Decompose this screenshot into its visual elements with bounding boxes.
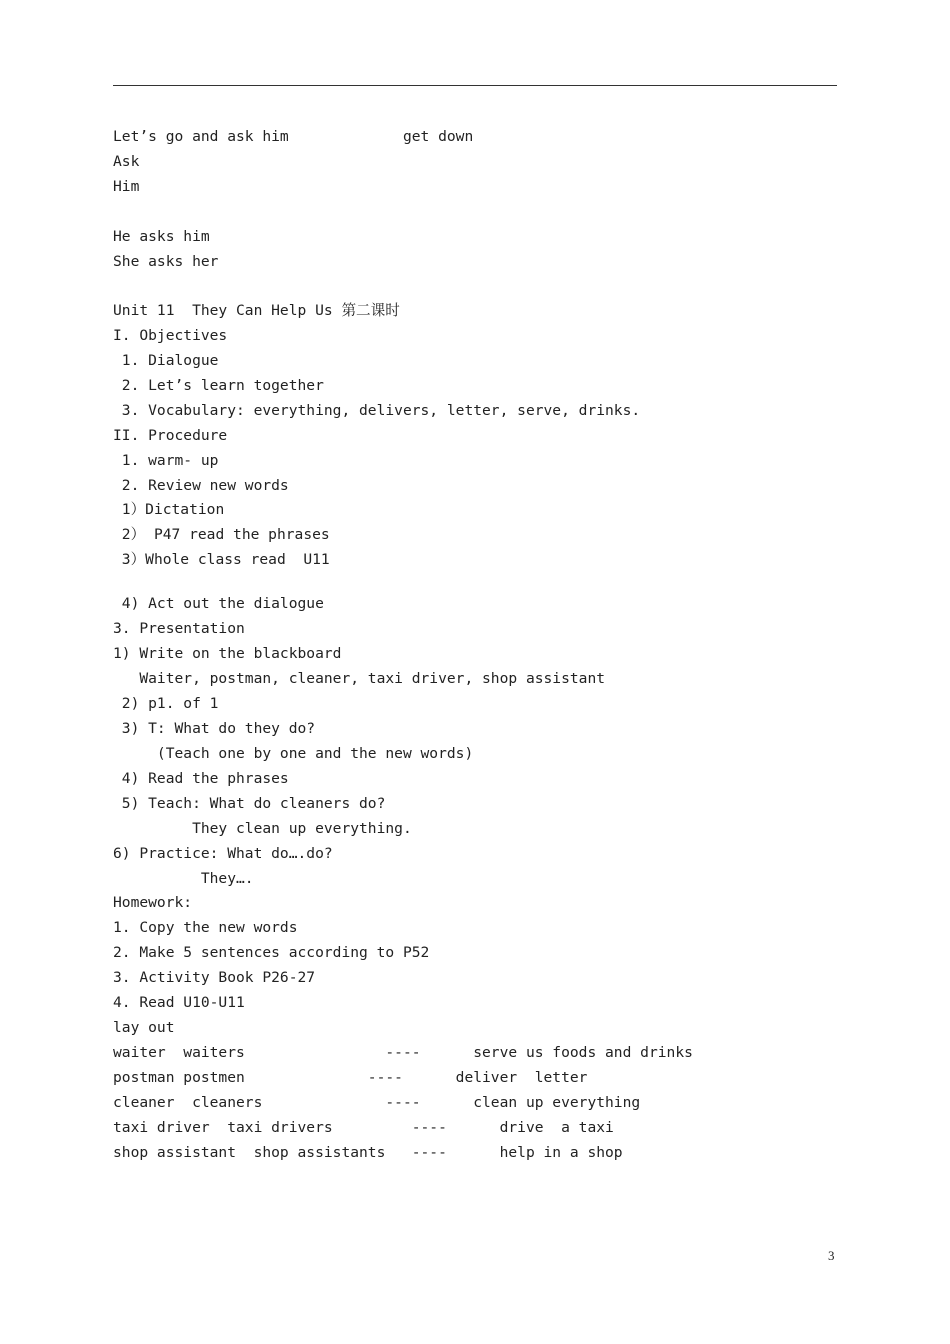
text-line: 2. Let’s learn together <box>113 377 324 394</box>
text-line: She asks her <box>113 253 219 270</box>
text-line: 2. Review new words <box>113 477 289 494</box>
text-line: He asks him <box>113 228 210 245</box>
text-line: They clean up everything. <box>113 820 412 837</box>
text-line: 2） P47 read the phrases <box>113 526 330 543</box>
layout-row: taxi driver taxi drivers ---- drive a taxi <box>113 1119 614 1136</box>
layout-row: shop assistant shop assistants ---- help in a shop <box>113 1144 623 1161</box>
header-rule <box>113 85 837 86</box>
text-line: 1）Dictation <box>113 501 225 518</box>
text-line: Let’s go and ask him get down <box>113 128 474 145</box>
layout-row: postman postmen ---- deliver letter <box>113 1069 588 1086</box>
text-line: (Teach one by one and the new words) <box>113 745 474 762</box>
text-line: 1. warm- up <box>113 452 219 469</box>
text-line: 2) p1. of 1 <box>113 695 219 712</box>
unit-title: Unit 11 They Can Help Us 第二课时 <box>113 302 400 319</box>
section-heading: Homework: <box>113 894 193 911</box>
text-line: Waiter, postman, cleaner, taxi driver, shop assistant <box>113 670 606 687</box>
text-line: 3. Activity Book P26-27 <box>113 969 316 986</box>
text-line: 1) Write on the blackboard <box>113 645 342 662</box>
text-line: 3) T: What do they do? <box>113 720 316 737</box>
text-line: 5) Teach: What do cleaners do? <box>113 795 386 812</box>
layout-row: cleaner cleaners ---- clean up everything <box>113 1094 641 1111</box>
text-line: Him <box>113 178 140 195</box>
text-line: 6) Practice: What do….do? <box>113 845 333 862</box>
text-line: 3. Vocabulary: everything, delivers, letter, serve, drinks. <box>113 402 641 419</box>
page-number: 3 <box>828 1248 835 1263</box>
text-line: They…. <box>113 870 254 887</box>
layout-row: waiter waiters ---- serve us foods and drinks <box>113 1044 693 1061</box>
section-heading: I. Objectives <box>113 327 228 344</box>
text-line: 3）Whole class read U11 <box>113 551 330 568</box>
text-line: 2. Make 5 sentences according to P52 <box>113 944 430 961</box>
section-heading: lay out <box>113 1019 175 1036</box>
text-line: 4. Read U10-U11 <box>113 994 245 1011</box>
text-line: 4) Read the phrases <box>113 770 289 787</box>
text-line: 3. Presentation <box>113 620 245 637</box>
text-line: Ask <box>113 153 140 170</box>
section-heading: II. Procedure <box>113 427 228 444</box>
text-line: 1. Copy the new words <box>113 919 298 936</box>
text-line: 1. Dialogue <box>113 352 219 369</box>
text-line: 4) Act out the dialogue <box>113 595 324 612</box>
